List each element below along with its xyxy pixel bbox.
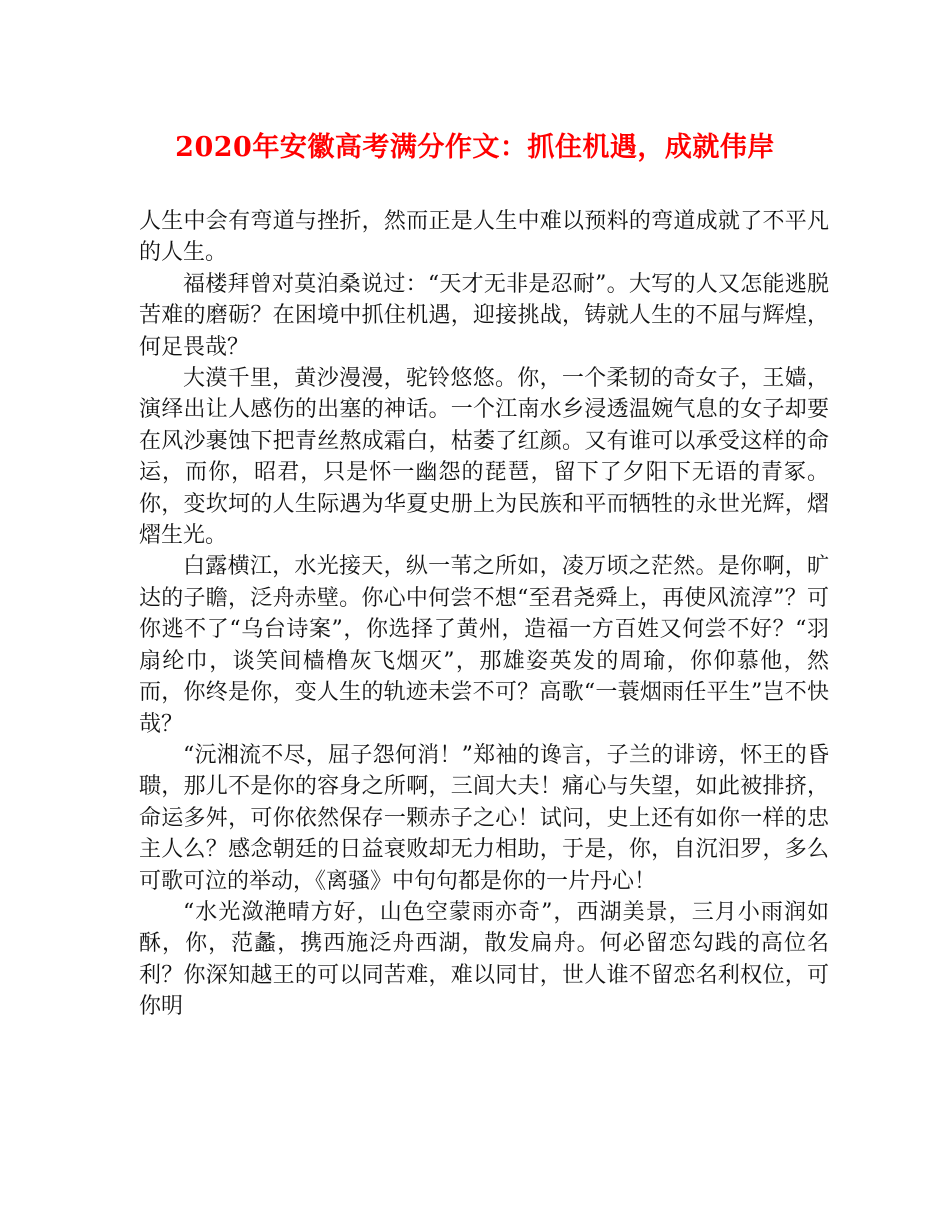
document-title: 2020年安徽高考满分作文：抓住机遇，成就伟岸 xyxy=(175,132,775,163)
paragraph-intro: 人生中会有弯道与挫折，然而正是人生中难以预料的弯道成就了不平凡的人生。 xyxy=(139,209,829,266)
paragraph-qu-yuan: “沅湘流不尽，屈子怨何消！”郑袖的谗言，子兰的诽谤，怀王的昏聩，那儿不是你的容身之所啊，三闾大夫！痛心与失望，如此被排挤，命运多舛，可你依然保存一颗赤子之心！试问，史上还有如你一样的忠主人么？感念朝廷的日益衰败却无力相助，于是，你，自沉汨罗，多么可歌可泣的举动，《离骚》中句句都是你的一片丹心！ xyxy=(139,742,829,894)
document-body xyxy=(139,206,829,1023)
paragraph-su-shi: 白露横江，水光接天，纵一苇之所如，凌万顷之茫然。是你啊，旷达的子瞻，泛舟赤壁。你心中何尝不想“至君尧舜上，再使风流淳”？可你逃不了“乌台诗案”，你选择了黄州，造福一方百姓又何尝不好？“羽扇纶巾，谈笑间樯橹灰飞烟灭”，那雄姿英发的周瑜，你仰慕他，然而，你终是你，变人生的轨迹未尝不可？高歌“一蓑烟雨任平生”岂不快哉？ xyxy=(139,554,829,737)
paragraph-wang-qiang: 大漠千里，黄沙漫漫，驼铃悠悠。你，一个柔韧的奇女子，王嫱，演绎出让人感伤的出塞的神话。一个江南水乡浸透温婉气息的女子却要在风沙裹蚀下把青丝熬成霜白，枯萎了红颜。又有谁可以承受这样的命运，而你，昭君，只是怀一幽怨的琵琶，留下了夕阳下无语的青冢。你，变坎坷的人生际遇为华夏史册上为民族和平而牺牲的永世光辉，熠熠生光。 xyxy=(139,366,829,549)
paragraph-fan-li: “水光潋滟晴方好，山色空蒙雨亦奇”，西湖美景，三月小雨润如酥，你，范蠡，携西施泛舟西湖，散发扁舟。何必留恋勾践的高位名利？你深知越王的可以同苦难，难以同甘，世人谁不留恋名利权位，可你明 xyxy=(139,899,829,1020)
paragraph-flaubert: 福楼拜曾对莫泊桑说过：“天才无非是忍耐”。大写的人又怎能逃脱苦难的磨砺？在困境中抓住机遇，迎接挑战，铸就人生的不屈与辉煌，何足畏哉？ xyxy=(139,271,829,360)
